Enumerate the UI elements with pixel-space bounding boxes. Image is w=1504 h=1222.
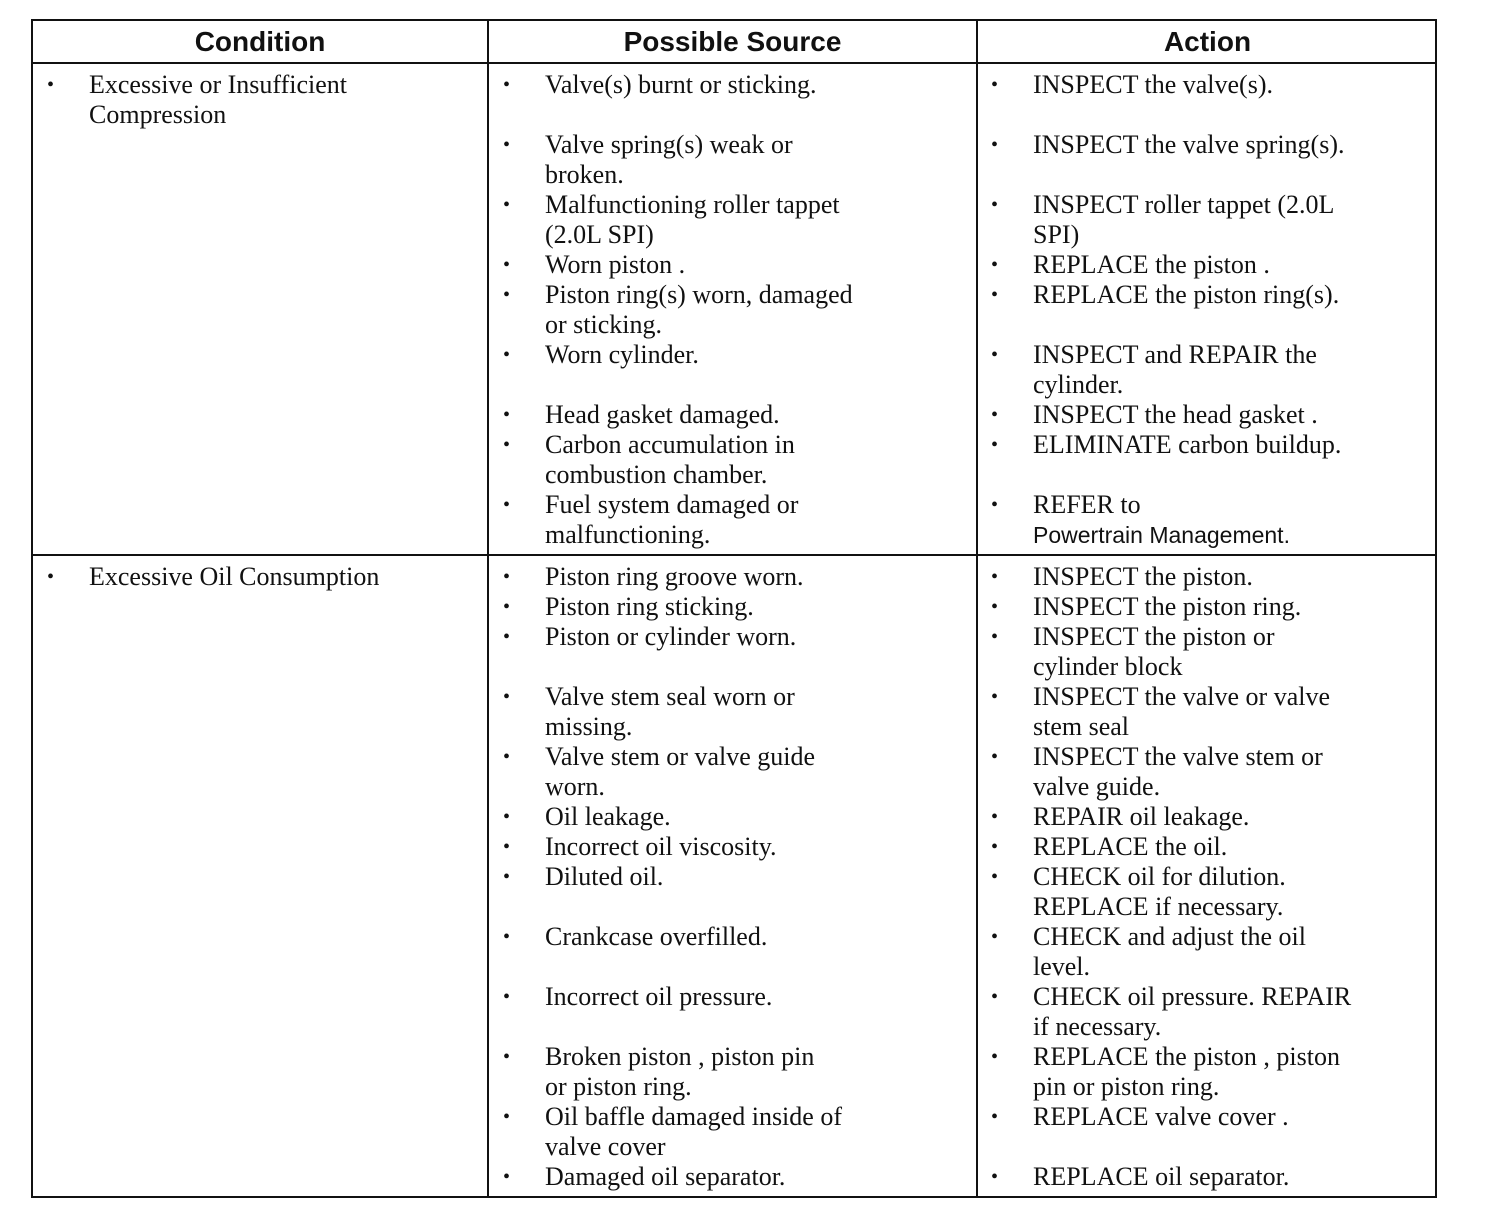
bullet-icon: •: [503, 344, 511, 366]
action-text-line: level.: [1033, 952, 1091, 981]
source-text-line: or piston ring.: [545, 1072, 692, 1101]
action-text-line: INSPECT the valve stem or: [1033, 742, 1323, 771]
bullet-icon: •: [991, 194, 999, 216]
bullet-icon: •: [503, 1106, 511, 1128]
action-text-line: REPLACE the piston ring(s).: [1033, 280, 1340, 309]
source-text-line: Worn piston .: [545, 250, 686, 279]
bullet-icon: •: [991, 134, 999, 156]
bullet-icon: •: [991, 344, 999, 366]
bullet-icon: •: [503, 74, 511, 96]
action-text-line: Powertrain Management.: [1033, 522, 1290, 548]
bullet-icon: •: [503, 686, 511, 708]
bullet-icon: •: [991, 596, 999, 618]
action-text-line: REPLACE the piston .: [1033, 250, 1270, 279]
condition-text-line: Compression: [89, 100, 227, 129]
bullet-icon: •: [503, 434, 511, 456]
header-action: Action: [1163, 26, 1252, 57]
source-text-line: worn.: [545, 772, 605, 801]
header-possible-source: Possible Source: [623, 26, 842, 57]
bullet-icon: •: [503, 1166, 511, 1188]
action-text-line: if necessary.: [1033, 1012, 1162, 1041]
source-text-line: combustion chamber.: [545, 460, 768, 489]
action-text-line: INSPECT the piston ring.: [1033, 592, 1302, 621]
bullet-icon: •: [503, 596, 511, 618]
source-text-line: Worn cylinder.: [545, 340, 699, 369]
bullet-icon: •: [991, 434, 999, 456]
bullet-icon: •: [47, 74, 55, 96]
bullet-icon: •: [503, 566, 511, 588]
source-text-line: Valve stem or valve guide: [545, 742, 816, 771]
source-text-line: Incorrect oil viscosity.: [545, 832, 777, 861]
bullet-icon: •: [991, 986, 999, 1008]
bullet-icon: •: [503, 866, 511, 888]
bullet-icon: •: [503, 806, 511, 828]
bullet-icon: •: [503, 1046, 511, 1068]
bullet-icon: •: [991, 686, 999, 708]
bullet-icon: •: [503, 626, 511, 648]
action-text-line: cylinder.: [1033, 370, 1124, 399]
action-text-line: stem seal: [1033, 712, 1130, 741]
bullet-icon: •: [503, 986, 511, 1008]
action-text-line: INSPECT the head gasket .: [1033, 400, 1318, 429]
bullet-icon: •: [991, 926, 999, 948]
source-text-line: Oil leakage.: [545, 802, 671, 831]
source-text-line: Piston ring groove worn.: [545, 562, 804, 591]
action-text-line: ELIMINATE carbon buildup.: [1033, 430, 1342, 459]
bullet-icon: •: [991, 254, 999, 276]
header-condition: Condition: [194, 26, 326, 57]
bullet-icon: •: [503, 494, 511, 516]
action-text-line: INSPECT the valve spring(s).: [1033, 130, 1345, 159]
bullet-icon: •: [991, 1166, 999, 1188]
source-text-line: Diluted oil.: [545, 862, 664, 891]
action-text-line: INSPECT roller tappet (2.0L: [1033, 190, 1335, 219]
action-text-line: CHECK oil for dilution.: [1033, 862, 1286, 891]
source-text-line: missing.: [545, 712, 633, 741]
source-text-line: Damaged oil separator.: [545, 1162, 786, 1191]
bullet-icon: •: [991, 1046, 999, 1068]
bullet-icon: •: [991, 404, 999, 426]
bullet-icon: •: [991, 746, 999, 768]
source-text-line: broken.: [545, 160, 624, 189]
column-divider: [976, 21, 978, 1196]
source-text-line: Oil baffle damaged inside of: [545, 1102, 842, 1131]
column-divider: [487, 21, 489, 1196]
source-text-line: Carbon accumulation in: [545, 430, 795, 459]
action-text-line: REPLACE if necessary.: [1033, 892, 1284, 921]
action-text-line: REPLACE valve cover .: [1033, 1102, 1289, 1131]
bullet-icon: •: [991, 806, 999, 828]
source-text-line: Incorrect oil pressure.: [545, 982, 773, 1011]
bullet-icon: •: [991, 566, 999, 588]
action-text-line: REPAIR oil leakage.: [1033, 802, 1250, 831]
bullet-icon: •: [991, 74, 999, 96]
action-text-line: INSPECT the piston or: [1033, 622, 1275, 651]
source-text-line: Valve spring(s) weak or: [545, 130, 793, 159]
bullet-icon: •: [503, 836, 511, 858]
bullet-icon: •: [991, 866, 999, 888]
source-text-line: Head gasket damaged.: [545, 400, 780, 429]
bullet-icon: •: [503, 404, 511, 426]
bullet-icon: •: [503, 134, 511, 156]
bullet-icon: •: [991, 284, 999, 306]
bullet-icon: •: [503, 194, 511, 216]
bullet-icon: •: [503, 284, 511, 306]
action-text-line: INSPECT the valve or valve: [1033, 682, 1331, 711]
action-text-line: INSPECT and REPAIR the: [1033, 340, 1317, 369]
source-text-line: Piston or cylinder worn.: [545, 622, 797, 651]
condition-text-line: Excessive or Insufficient: [89, 70, 347, 99]
source-text-line: Broken piston , piston pin: [545, 1042, 815, 1071]
source-text-line: malfunctioning.: [545, 520, 711, 549]
action-text-line: cylinder block: [1033, 652, 1183, 681]
source-text-line: valve cover: [545, 1132, 666, 1161]
action-text-line: REPLACE the piston , piston: [1033, 1042, 1340, 1071]
source-text-line: Valve(s) burnt or sticking.: [545, 70, 817, 99]
source-text-line: or sticking.: [545, 310, 662, 339]
source-text-line: Crankcase overfilled.: [545, 922, 768, 951]
action-text-line: valve guide.: [1033, 772, 1161, 801]
action-text-line: SPI): [1033, 220, 1080, 249]
source-text-line: Piston ring sticking.: [545, 592, 754, 621]
bullet-icon: •: [503, 926, 511, 948]
action-text-line: CHECK oil pressure. REPAIR: [1033, 982, 1352, 1011]
source-text-line: Piston ring(s) worn, damaged: [545, 280, 853, 309]
action-text-line: pin or piston ring.: [1033, 1072, 1220, 1101]
action-text-line: REPLACE the oil.: [1033, 832, 1228, 861]
action-text-line: INSPECT the valve(s).: [1033, 70, 1273, 99]
troubleshooting-table: [31, 19, 1437, 1198]
source-text-line: Malfunctioning roller tappet: [545, 190, 840, 219]
condition-text-line: Excessive Oil Consumption: [89, 562, 380, 591]
bullet-icon: •: [991, 626, 999, 648]
action-text-line: INSPECT the piston.: [1033, 562, 1253, 591]
bullet-icon: •: [503, 746, 511, 768]
action-text-line: REFER to: [1033, 490, 1141, 519]
row-divider: [33, 554, 1435, 556]
bullet-icon: •: [47, 566, 55, 588]
bullet-icon: •: [991, 494, 999, 516]
bullet-icon: •: [503, 254, 511, 276]
bullet-icon: •: [991, 836, 999, 858]
action-text-line: REPLACE oil separator.: [1033, 1162, 1290, 1191]
source-text-line: (2.0L SPI): [545, 220, 654, 249]
action-text-line: CHECK and adjust the oil: [1033, 922, 1306, 951]
source-text-line: Fuel system damaged or: [545, 490, 799, 519]
source-text-line: Valve stem seal worn or: [545, 682, 795, 711]
bullet-icon: •: [991, 1106, 999, 1128]
